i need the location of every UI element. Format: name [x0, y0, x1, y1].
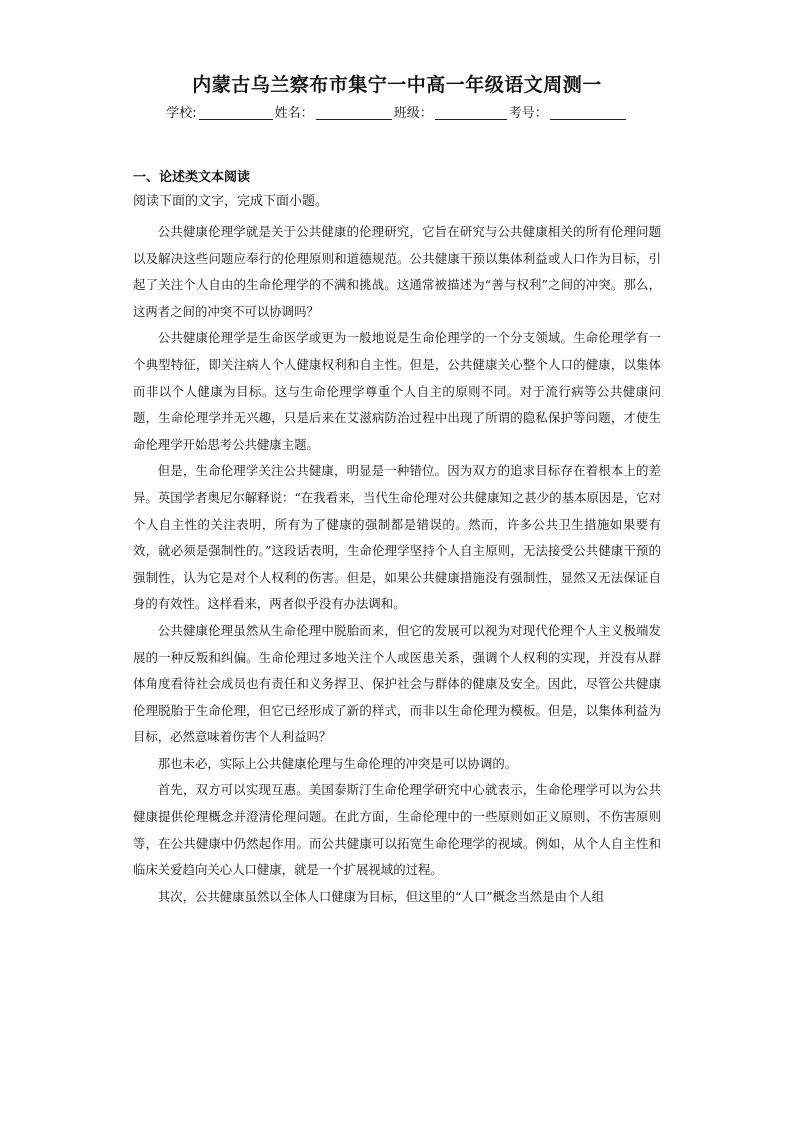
school-blank	[199, 105, 273, 120]
name-label: 姓名：	[274, 106, 314, 121]
section-heading: 一、论述类文本阅读	[133, 170, 251, 185]
name-blank	[316, 105, 392, 120]
exam-number-blank	[550, 105, 626, 120]
exam-title: 内蒙古乌兰察布市集宁一中高一年级语文周测一	[192, 74, 602, 96]
passage-paragraph: 首先，双方可以实现互惠。美国泰斯汀生命伦理学研究中心就表示，生命伦理学可以为公共健康提供伦理概念并澄清伦理问题。在此方面，生命伦理中的一些原则如正义原则、不伤害原则等，在公共健康中仍然起作用。而公共健康可以拓宽生命伦理学的视域。例如，从个人自主性和临床关爱趋向关心人口健康，就是一个扩展视域的过程。	[133, 782, 661, 878]
school-label: 学校:	[166, 106, 197, 121]
passage-paragraph: 其次，公共健康虽然以全体人口健康为目标，但这里的“人口”概念当然是由个人组	[157, 888, 605, 904]
passage-paragraph: 但是，生命伦理学关注公共健康，明显是一种错位。因为双方的追求目标存在着根本上的差异。英国学者奥尼尔解释说：“在我看来，当代生命伦理对公共健康知之甚少的基本原因是，它对个人自主性的关注表明，所有为了健康的强制都是错误的。然而，许多公共卫生措施如果要有效，就必须是强制性的。”这段话表明，生命伦理学坚持个人自主原则，无法接受公共健康干预的强制性，认为它是对个人权利的伤害。但是，如果公共健康措施没有强制性，显然又无法保证自身的有效性。这样看来，两者似乎没有办法调和。	[133, 463, 661, 612]
passage-paragraph: 那也未必，实际上公共健康伦理与生命伦理的冲突是可以协调的。	[157, 755, 518, 771]
exam-number-label: 考号：	[508, 106, 548, 121]
section-instruction: 阅读下面的文字，完成下面小题。	[133, 194, 329, 209]
passage-paragraph: 公共健康伦理虽然从生命伦理中脱胎而来，但它的发展可以视为对现代伦理个人主义极端发展的一种反叛和纠偏。生命伦理过多地关注个人或医患关系，强调个人权利的实现，并没有从群体角度看待社会成员也有责任和义务捍卫、保护社会与群体的健康及安全。因此，尽管公共健康伦理脱胎于生命伦理，但它已经形成了新的样式，而非以生命伦理为模板。但是，以集体利益为目标，必然意味着伤害个人利益吗？	[133, 622, 661, 745]
passage-paragraph: 公共健康伦理学就是关于公共健康的伦理研究，它旨在研究与公共健康相关的所有伦理问题以及解决这些问题应奉行的伦理原则和道德规范。公共健康干预以集体利益或人口作为目标，引起了关注个人自由的生命伦理学的不满和挑战。这通常被描述为“善与权利”之间的冲突。那么，这两者之间的冲突不可以协调吗？	[133, 224, 661, 319]
class-label: 班级：	[393, 106, 433, 121]
reading-passage	[133, 219, 661, 910]
class-blank	[435, 105, 507, 120]
passage-paragraph: 公共健康伦理学是生命医学或更为一般地说是生命伦理学的一个分支领域。生命伦理学有一个典型特征，即关注病人个人健康权利和自主性。但是，公共健康关心整个人口的健康，以集体而非以个人健康为目标。这与生命伦理学尊重个人自主的原则不同。对于流行病等公共健康问题，生命伦理学并无兴趣，只是后来在艾滋病防治过程中出现了所谓的隐私保护等问题，才使生命伦理学开始思考公共健康主题。	[133, 330, 661, 452]
student-info-line	[0, 102, 794, 121]
